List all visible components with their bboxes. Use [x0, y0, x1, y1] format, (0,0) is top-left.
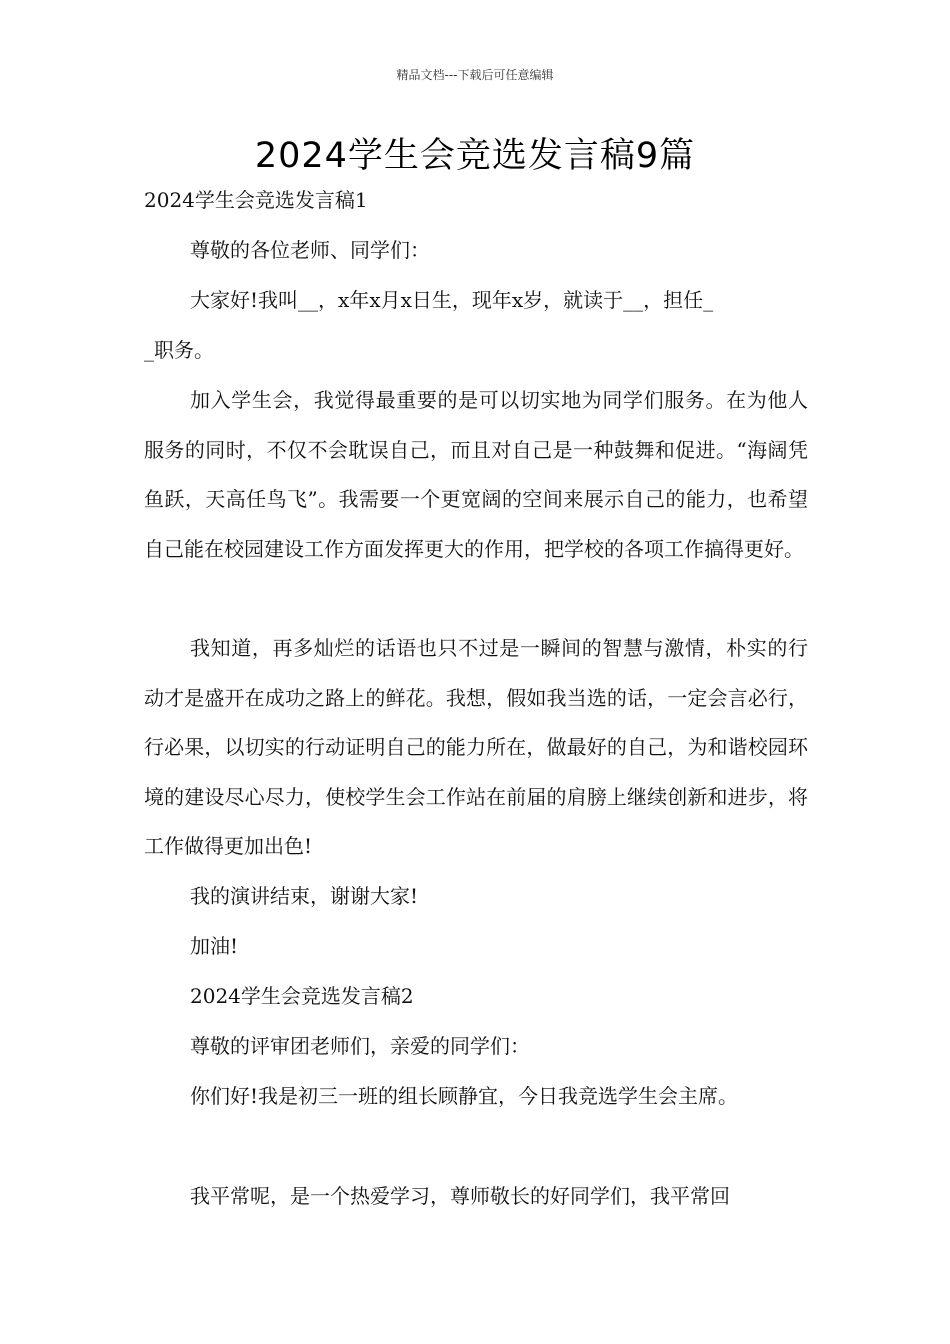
intro-1-line-b: _职务。 — [144, 338, 214, 362]
section-title-1: 2024学生会竞选发言稿1 — [144, 188, 368, 212]
page-header-note: 精品文档---下载后可任意编辑 — [396, 68, 554, 82]
greeting-2: 尊敬的评审团老师们，亲爱的同学们： — [190, 1034, 530, 1058]
closing-1: 我的演讲结束，谢谢大家! — [190, 884, 419, 908]
paragraph-3-start: 我平常呢，是一个热爱学习，尊师敬长的好同学们，我平常回 — [190, 1184, 730, 1208]
paragraph-1: 加入学生会，我觉得最重要的是可以切实地为同学们服务。在为他人服务的同时，不仅不会耽误自己，而且对自己是一种鼓舞和促进。“海阔凭鱼跃，天高任鸟飞”。我需要一个更宽阔的空间来展示自己的能力，也希望自己能在校园建设工作方面发挥更大的作用，把学校的各项工作搞得更好。 — [144, 388, 808, 561]
intro-2: 你们好!我是初三一班的组长顾静宜，今日我竞选学生会主席。 — [190, 1084, 739, 1108]
document-title: 2024学生会竞选发言稿9篇 — [254, 136, 696, 176]
paragraph-2: 我知道，再多灿烂的话语也只不过是一瞬间的智慧与激情，朴实的行动才是盛开在成功之路上的鲜花。我想，假如我当选的话，一定会言必行，行必果，以切实的行动证明自己的能力所在，做最好的自己，为和谐校园环境的建设尽心尽力，使校学生会工作站在前届的肩膀上继续创新和进步，将工作做得更加出色! — [144, 636, 808, 859]
greeting-1: 尊敬的各位老师、同学们： — [190, 238, 430, 262]
intro-1-line-a: 大家好!我叫__，x年x月x日生，现年x岁，就读于__，担任_ — [190, 288, 714, 312]
section-title-2: 2024学生会竞选发言稿2 — [190, 984, 414, 1008]
cheer-line: 加油! — [190, 934, 239, 958]
